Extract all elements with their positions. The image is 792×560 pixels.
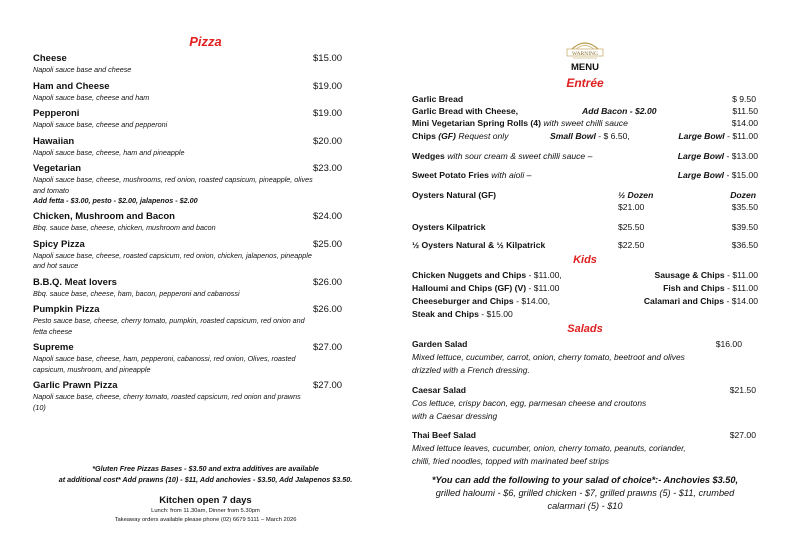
menu-heading: MENU: [571, 62, 599, 73]
pizza-price: $19.00: [313, 108, 343, 119]
pizza-column: [33, 34, 343, 418]
kitchen-takeaway: Takeaway orders available please phone (02) 6679 5111 – March 2026: [114, 517, 297, 523]
large-bowl-price: - $13.00: [726, 151, 758, 161]
kids-item-price: - $11.00: [724, 283, 758, 293]
kids-item-name: Sausage & Chips: [654, 270, 725, 280]
small-bowl-label: Small Bowl: [550, 131, 596, 141]
pizza-price: $23.00: [313, 163, 343, 174]
large-bowl-price: - $11.00: [727, 131, 758, 141]
pizza-name: Pumpkin Pizza: [33, 304, 100, 315]
pizza-item-header: [33, 53, 343, 65]
pizza-desc: Napoli sauce base, cheese, roasted capsicum, red onion, chicken, jalapenos, pineapple and hot sauce: [33, 250, 312, 270]
pizza-name: Spicy Pizza: [33, 238, 85, 250]
pizza-desc: Napoli sauce base, cheese and ham: [33, 92, 150, 102]
pizza-name: Garlic Prawn Pizza: [33, 380, 118, 391]
logo-text: WARNING: [572, 50, 598, 57]
pizza-desc: Napoli sauce base, cheese, cherry tomato, roasted capsicum, red onion and prawns (10): [33, 392, 301, 412]
item-name: Chips: [412, 131, 436, 141]
item-name: Oysters Kilpatrick: [412, 222, 486, 232]
kids-item-price: - $15.00: [478, 309, 513, 319]
pizza-price: $26.00: [313, 276, 343, 288]
salad-desc-line: drizzled with a French dressing.: [412, 364, 530, 375]
pizza-item: [33, 136, 343, 159]
large-bowl-label: Large Bowl: [678, 131, 725, 141]
entree-title: Entrée: [566, 76, 604, 90]
pizza-name: Hawaiian: [33, 135, 75, 147]
kids-item-price: - $14.00: [724, 296, 758, 306]
pizza-item: [33, 53, 343, 76]
pizza-item-header: [33, 163, 343, 175]
item-price: $14.00: [731, 118, 758, 128]
kids-item-price: - $11.00,: [526, 270, 562, 280]
pizza-item-header: [33, 81, 343, 93]
pizza-price: $27.00: [313, 380, 343, 391]
pizza-desc: Bbq. sauce base, cheese, ham, bacon, pepperoni and cabanossi: [33, 288, 240, 298]
pizza-item: [33, 277, 343, 300]
half-dozen-price: $21.00: [618, 202, 645, 212]
large-bowl-label: Large Bowl: [677, 170, 725, 180]
pizza-item-header: [33, 136, 343, 148]
item-name: Garden Salad: [412, 339, 468, 349]
item-name: Caesar Salad: [412, 385, 466, 395]
pizza-desc: Pesto sauce base, cheese, cherry tomato, pumpkin, roasted capsicum, red onion and fetta cheese: [33, 316, 305, 336]
kids-right-item: [644, 296, 758, 307]
salad-note-line2: grilled haloumi - $6, grilled chicken - $7, grilled prawns (5) - $11, crumbed: [435, 487, 735, 498]
pizza-price: $26.00: [313, 304, 343, 315]
kitchen-hours: Lunch: from 11.30am, Dinner from 5.30pm: [151, 508, 260, 514]
kids-item-name: Chicken Nuggets and Chips: [412, 270, 527, 280]
salad-addons-note: [412, 474, 758, 512]
kids-right-item: [663, 283, 758, 294]
item-gf: (GF): [438, 131, 456, 141]
item-price: $11.50: [732, 106, 758, 116]
kids-item-name: Cheeseburger and Chips: [412, 296, 514, 306]
salad-note-line3: calarmari (5) - $10: [547, 500, 623, 511]
pizza-name: Cheese: [33, 53, 67, 64]
salad-garden-desc: [412, 351, 758, 376]
item-suffix: with sweet chilli sauce: [543, 118, 628, 128]
large-bowl-label: Large Bowl: [677, 151, 725, 161]
pizza-name: Supreme: [33, 342, 74, 353]
item-gf-note: Request only: [458, 131, 509, 141]
pizza-name: Pepperoni: [33, 108, 80, 119]
kids-item-price: - $14.00,: [513, 296, 551, 306]
half-dozen-price: $25.50: [618, 222, 645, 232]
pizza-item-header: [33, 108, 343, 120]
item-name: Mini Vegetarian Spring Rolls (4): [412, 118, 541, 128]
pizza-item: [33, 163, 343, 206]
pizza-title: Pizza: [189, 34, 222, 49]
pizza-price: $24.00: [313, 211, 343, 222]
kids-left-item: [412, 309, 513, 320]
pizza-extra: Add fetta - $3.00, pesto - $2.00, jalapenos - $2.00: [33, 196, 198, 205]
pizza-price: $20.00: [313, 135, 343, 147]
pizza-item: [33, 239, 343, 272]
kitchen-info: [33, 494, 378, 525]
dozen-price: $36.50: [731, 240, 758, 250]
item-name: ½ Oysters Natural & ½ Kilpatrick: [412, 240, 546, 250]
pizza-name: Chicken, Mushroom and Bacon: [33, 211, 175, 222]
pizza-item-header: [33, 380, 343, 392]
item-price: $ 9.50: [732, 94, 756, 104]
item-suffix: with sour cream & sweet chilli sauce –: [447, 151, 593, 161]
pizza-price: $19.00: [313, 80, 343, 92]
kids-left-item: [412, 270, 562, 281]
large-bowl-price: - $15.00: [726, 170, 758, 180]
pizza-price: $25.00: [313, 238, 343, 250]
pizza-note-line1: *Gluten Free Pizzas Bases - $3.50 and extra additives are available: [92, 464, 319, 473]
salads-title: Salads: [567, 323, 603, 335]
small-bowl-price: - $ 6.50,: [598, 131, 630, 141]
pizza-desc: Napoli sauce base, cheese, ham, pepperoni, cabanossi, red onion, Olives, roasted capsicum, mushroom, and pineapple: [33, 354, 296, 374]
pizza-name: Ham and Cheese: [33, 80, 110, 92]
half-dozen-label: ½ Dozen: [618, 190, 654, 200]
item-name: Oysters Natural (GF): [412, 190, 497, 200]
item-addon: Add Bacon - $2.00: [582, 106, 657, 116]
half-dozen-price: $22.50: [618, 240, 645, 250]
kids-right-item: [655, 270, 759, 281]
kids-item-price: - $11.00: [724, 270, 758, 280]
kids-item-name: Steak and Chips: [412, 309, 479, 319]
salad-caesar-desc: [412, 397, 758, 422]
pizza-name: Vegetarian: [33, 163, 82, 174]
salad-note-line1: *You can add the following to your salad of choice*:- Anchovies $3.50,: [431, 475, 739, 485]
pizza-name: B.B.Q. Meat lovers: [33, 276, 117, 288]
salad-thai-beef-desc: [412, 442, 758, 467]
pizza-price: $15.00: [313, 53, 343, 64]
pizza-item-header: [33, 304, 343, 316]
pizza-item: [33, 108, 343, 131]
salad-desc-line: Cos lettuce, crispy bacon, egg, parmesan cheese and croutons: [412, 398, 647, 408]
kids-item-name: Halloumi and Chips (GF) (V): [412, 283, 527, 293]
pizza-item-header: [33, 277, 343, 289]
pizza-note-line2: at additional cost* Add prawns (10) - $11, Add anchovies - $3.50, Add Jalapenos $3.50.: [58, 474, 353, 484]
pizza-desc: Napoli sauce base, cheese, ham and pineapple: [33, 147, 185, 157]
item-name: Garlic Bread: [412, 94, 464, 104]
salad-desc-line: Mixed lettuce leaves, cucumber, onion, cherry tomato, peanuts, coriander,: [412, 443, 686, 453]
pizza-item: [33, 304, 343, 337]
pizza-item-header: [33, 342, 343, 354]
salad-desc-line: with a Caesar dressing: [412, 410, 498, 421]
pizza-item: [33, 211, 343, 234]
item-name: Garlic Bread with Cheese,: [412, 106, 519, 116]
kids-item-name: Fish and Chips: [663, 283, 725, 293]
restaurant-logo: [563, 36, 607, 62]
item-name: Wedges: [412, 151, 445, 161]
pizza-item: [33, 380, 343, 413]
kitchen-title: Kitchen open 7 days: [159, 495, 252, 506]
pizza-desc: Napoli sauce base, cheese, mushrooms, red onion, roasted capsicum, pineapple, olives and tomato: [33, 175, 313, 195]
kids-item-price: - $11.00: [526, 283, 560, 293]
pizza-note: [33, 464, 378, 485]
pizza-item: [33, 342, 343, 375]
item-suffix: with aioli –: [491, 170, 532, 180]
kids-title: Kids: [573, 254, 597, 266]
dozen-label: Dozen: [730, 190, 756, 200]
kids-item-name: Calamari and Chips: [643, 296, 725, 306]
pizza-list: [33, 53, 343, 413]
item-price: $27.00: [729, 430, 756, 440]
item-name: Sweet Potato Fries: [412, 170, 489, 180]
pizza-item: [33, 81, 343, 104]
item-price: $21.50: [729, 385, 756, 395]
pizza-desc: Napoli sauce base and cheese: [33, 65, 132, 74]
kids-left-item: [412, 296, 550, 307]
item-name: Thai Beef Salad: [412, 430, 476, 440]
pizza-item-header: [33, 239, 343, 251]
item-price: $16.00: [715, 339, 742, 349]
pizza-desc: Bbq. sauce base, cheese, chicken, mushroom and bacon: [33, 223, 216, 232]
kids-left-item: [412, 283, 559, 294]
pizza-item-header: [33, 211, 343, 223]
salad-desc-line: chilli, fried noodles, topped with marinated beef strips: [412, 455, 609, 466]
pizza-desc: Napoli sauce base, cheese and pepperoni: [33, 120, 168, 129]
salad-desc-line: Mixed lettuce, cucumber, carrot, onion, cherry tomato, beetroot and olives: [412, 352, 685, 362]
dozen-price: $35.50: [731, 202, 758, 212]
pizza-price: $27.00: [313, 342, 343, 353]
dozen-price: $39.50: [731, 222, 758, 232]
